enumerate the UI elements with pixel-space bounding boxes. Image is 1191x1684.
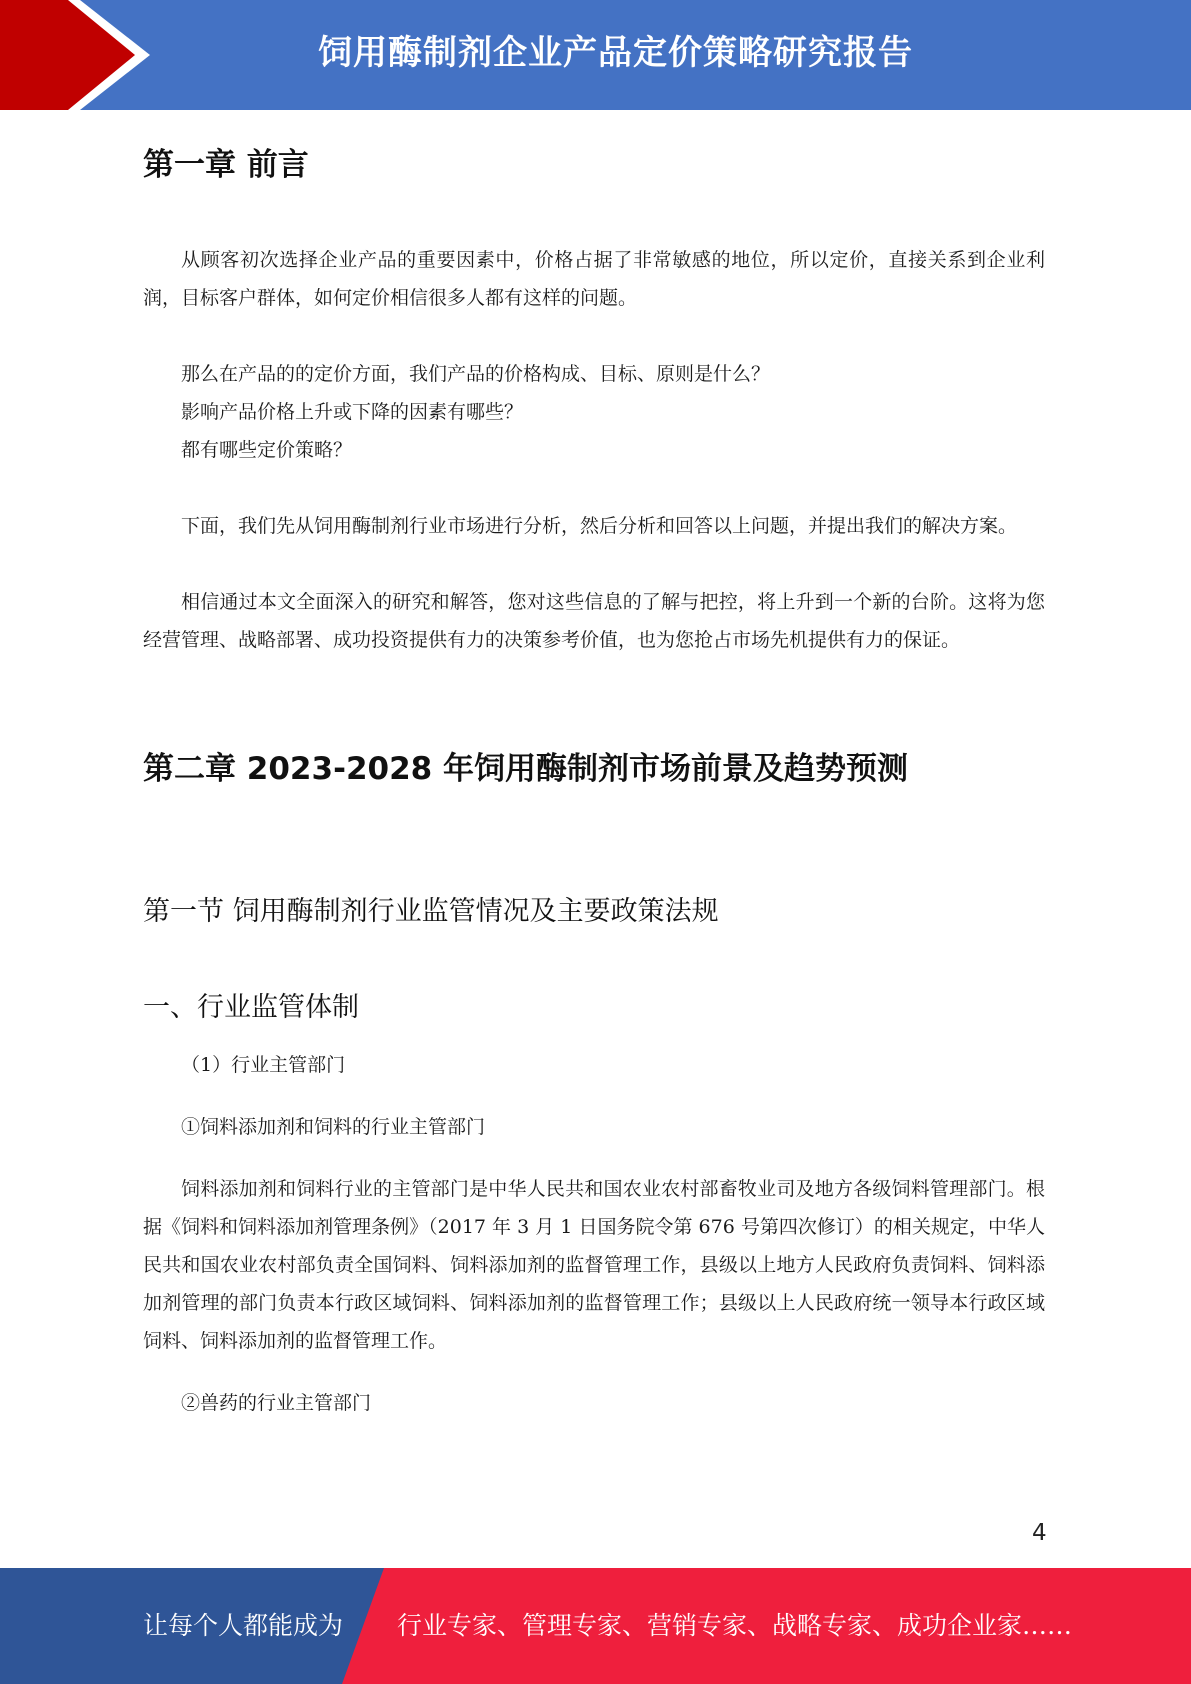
chapter-1-paragraph-1: 从顾客初次选择企业产品的重要因素中，价格占据了非常敏感的地位，所以定价，直接关系到企业利润，目标客户群体，如何定价相信很多人都有这样的问题。 [143, 249, 1045, 309]
chapter-1-question-3: 都有哪些定价策略？ [181, 439, 353, 461]
chapter-1-paragraph-2: 下面，我们先从饲用酶制剂行业市场进行分析，然后分析和回答以上问题，并提出我们的解决方案。 [181, 515, 1018, 537]
subsection-1-title: 一、行业监管体制 [143, 992, 359, 1023]
item-1-heading: （1）行业主管部门 [181, 1054, 346, 1076]
footer-slogan-left: 让每个人都能成为 [143, 1611, 344, 1640]
item-1b-heading: ②兽药的行业主管部门 [181, 1392, 372, 1414]
chapter-1-question-1: 那么在产品的的定价方面，我们产品的价格构成、目标、原则是什么？ [181, 363, 771, 385]
item-1a-heading: ①饲料添加剂和饲料的行业主管部门 [181, 1116, 486, 1138]
chapter-2-title: 第二章 2023-2028 年饲用酶制剂市场前景及趋势预测 [143, 751, 909, 787]
chapter-1-title: 第一章 前言 [143, 147, 309, 183]
footer-band [0, 1568, 1191, 1684]
header-arrow-graphic [0, 0, 160, 110]
section-1-title: 第一节 饲用酶制剂行业监管情况及主要政策法规 [143, 896, 719, 927]
chapter-1-question-2: 影响产品价格上升或下降的因素有哪些？ [181, 401, 524, 423]
page-number: 4 [1032, 1520, 1047, 1546]
header-band [0, 0, 1191, 110]
page-content [143, 110, 1045, 1422]
footer-slogan-right: 行业专家、管理专家、营销专家、战略专家、成功企业家…… [397, 1611, 1073, 1640]
chapter-1-paragraph-3: 相信通过本文全面深入的研究和解答，您对这些信息的了解与把控，将上升到一个新的台阶。这将为您经营管理、战略部署、成功投资提供有力的决策参考价值，也为您抢占市场先机提供有力的保证。 [143, 591, 1045, 651]
report-title: 饲用酶制剂企业产品定价策略研究报告 [318, 33, 913, 73]
regulation-paragraph: 饲料添加剂和饲料行业的主管部门是中华人民共和国农业农村部畜牧业司及地方各级饲料管理部门。根据《饲料和饲料添加剂管理条例》（2017 年 3 月 1 日国务院令第 676 号第四次修订）的相关规定，中华人民共和国农业农村部负责全国饲料、饲料添加剂的监督管理工作，县级以上地方人民政府负责饲料、饲料添加剂管理的部门负责本行政区域饲料、饲料添加剂的监督管理工作；县级以上人民政府统一领导本行政区域饲料、饲料添加剂的监督管理工作。 [143, 1178, 1045, 1352]
